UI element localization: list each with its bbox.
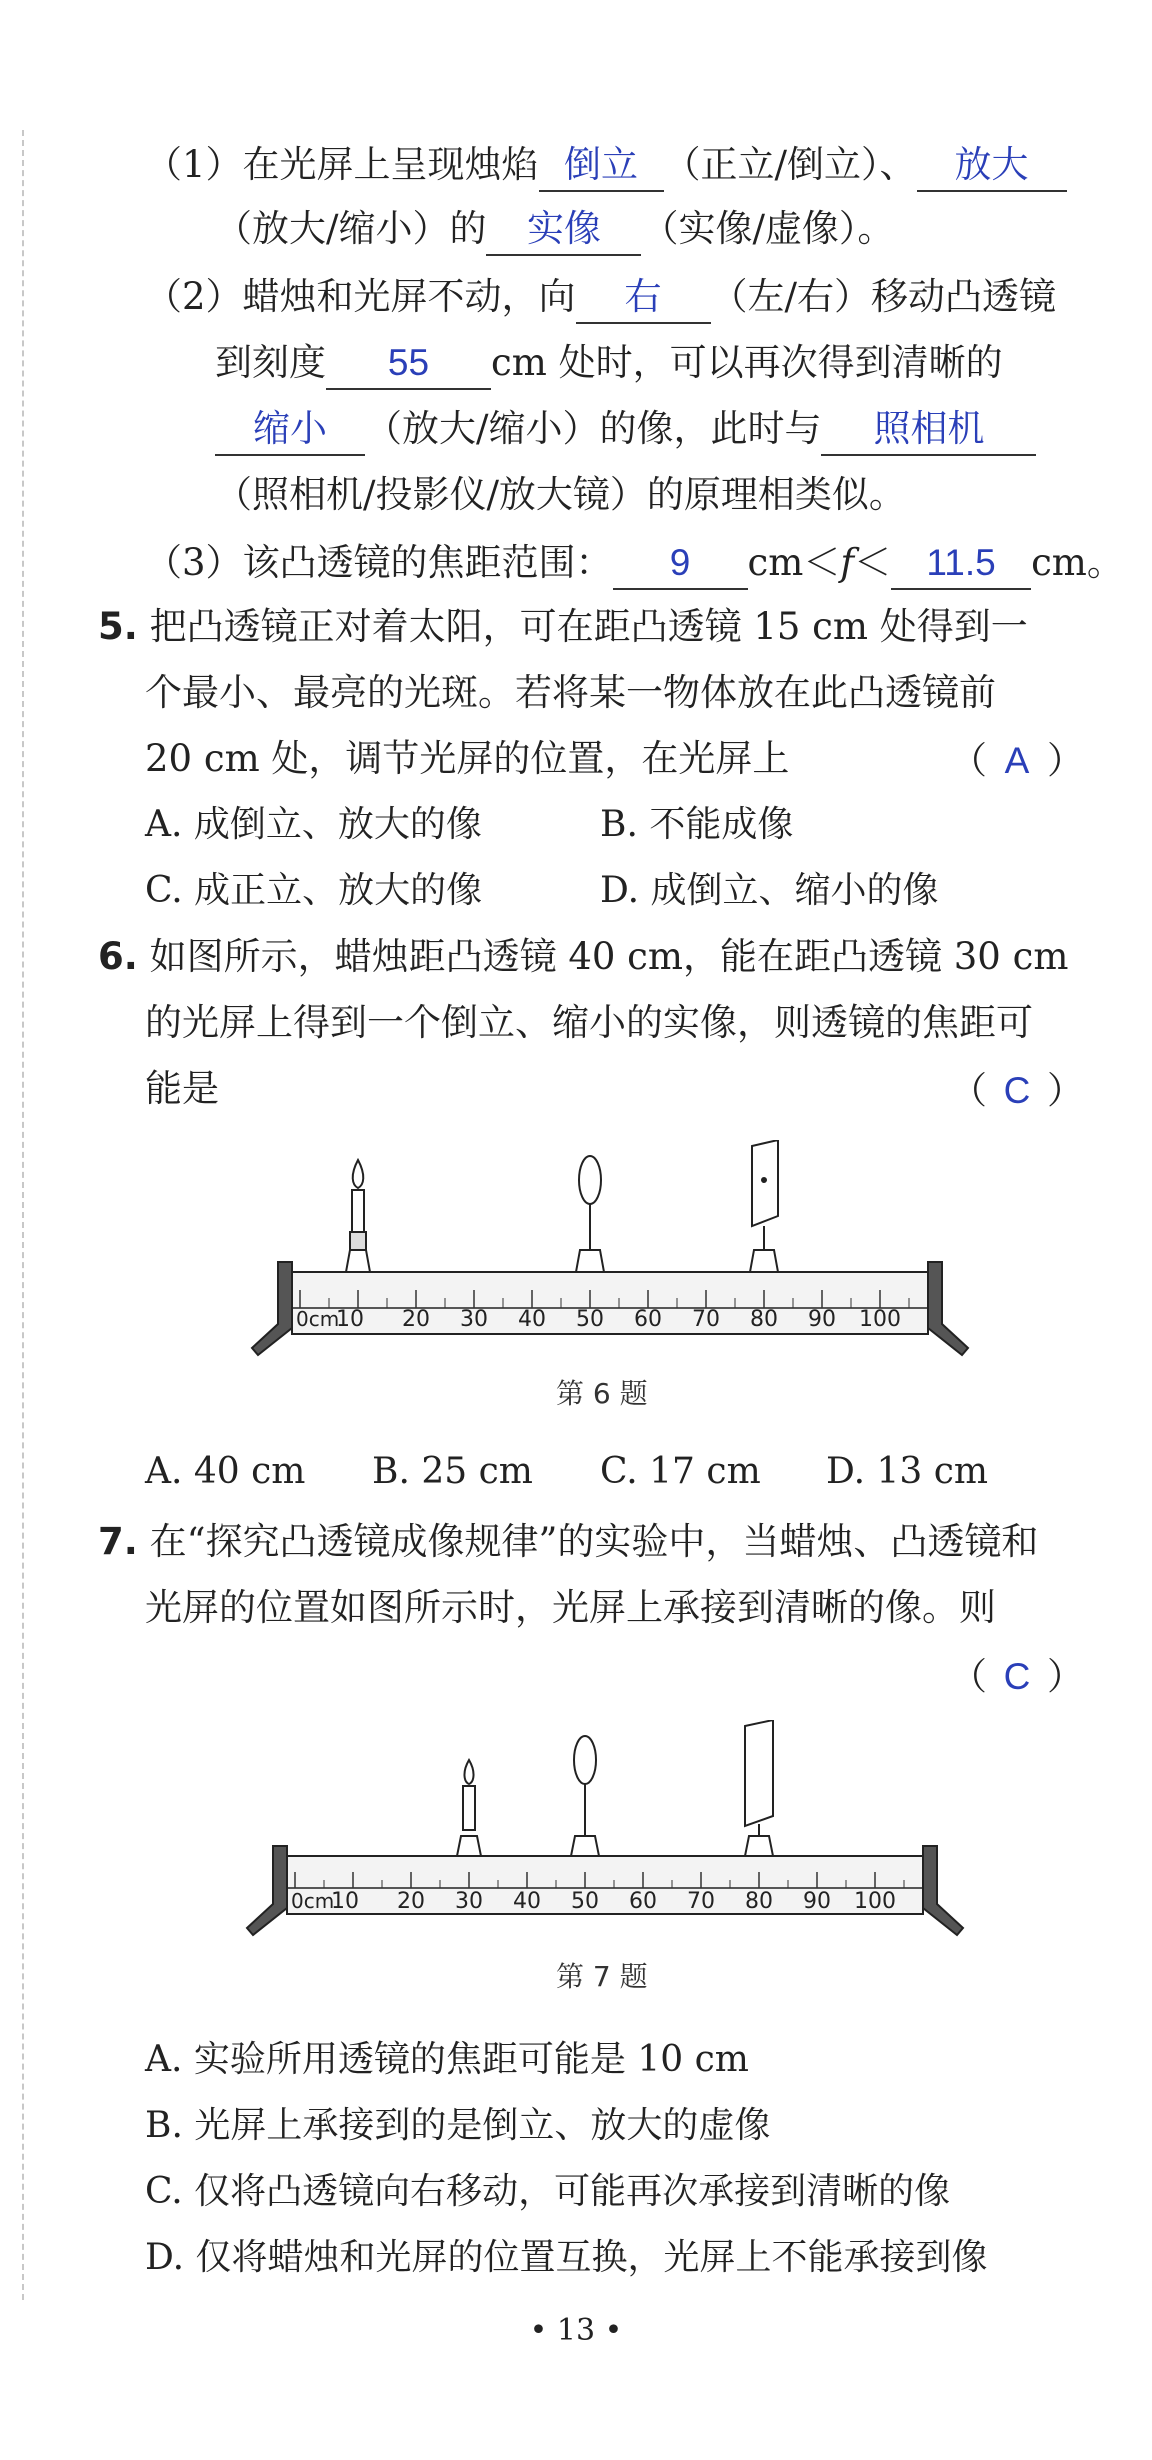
q4-part1-line2: [215, 204, 894, 256]
q7-option-a: A. 实验所用透镜的焦距可能是 10 cm: [145, 2039, 749, 2080]
tick-label-10: 10: [331, 1889, 359, 1914]
q6-number: 6.: [98, 935, 138, 978]
q5-number: 5.: [98, 605, 138, 648]
q7-line1: [98, 1517, 1038, 1567]
q4-p1-blank-2: 放大: [917, 140, 1067, 192]
q7-text-1: 在“探究凸透镜成像规律”的实验中，当蜡烛、凸透镜和: [149, 1520, 1039, 1563]
tick-label-100: 100: [859, 1307, 901, 1332]
tick-label-50: 50: [571, 1889, 599, 1914]
q6-line1: [98, 932, 1068, 982]
tick-label-20: 20: [397, 1889, 425, 1914]
tick-label-70: 70: [692, 1307, 720, 1332]
q4-p2-blank-1: 右: [576, 272, 711, 324]
q6-option-b: B. 25 cm: [372, 1451, 533, 1492]
q6-text-3: 能是: [145, 1067, 219, 1110]
q5-option-d: D. 成倒立、缩小的像: [600, 870, 939, 911]
q7-option-d: D. 仅将蜡烛和光屏的位置互换，光屏上不能承接到像: [145, 2237, 988, 2278]
q6-figure-caption: 第 6 题: [556, 1377, 648, 1410]
q4-p2-text-d: cm 处时，可以再次得到清晰的: [491, 341, 1003, 384]
q7-option-c: C. 仅将凸透镜向右移动，可能再次承接到清晰的像: [145, 2171, 951, 2212]
q5-text-2: 个最小、最亮的光斑。若将某一物体放在此凸透镜前: [145, 671, 996, 714]
page-number: • 13 •: [529, 2313, 623, 2348]
q6-option-c: C. 17 cm: [600, 1451, 761, 1492]
q4-part2-line3: [215, 404, 1036, 456]
q7-optical-bench-figure: [245, 1720, 965, 1950]
q5-option-c: C. 成正立、放大的像: [145, 870, 483, 911]
q4-p3-text-b: cm＜: [747, 541, 841, 584]
q4-p3-blank-2: 11.5: [891, 538, 1031, 590]
q6-answer: C: [1003, 1070, 1031, 1111]
bench-unit-label: 0cm: [291, 1889, 335, 1913]
q4-part1-line1: [145, 140, 1067, 192]
tick-label-70: 70: [687, 1889, 715, 1914]
q4-p1-text-d: （实像/虚像）。: [641, 207, 895, 250]
tick-label-60: 60: [629, 1889, 657, 1914]
q6-option-d: D. 13 cm: [826, 1451, 989, 1492]
q7-option-b: B. 光屏上承接到的是倒立、放大的虚像: [145, 2105, 771, 2146]
tick-label-30: 30: [455, 1889, 483, 1914]
q4-part2-line4: [215, 470, 906, 520]
tick-label-40: 40: [518, 1307, 546, 1332]
candle: [457, 1760, 481, 1856]
q4-p2-text-c: 到刻度: [215, 341, 326, 384]
tick-label-90: 90: [808, 1307, 836, 1332]
q5-option-b: B. 不能成像: [600, 804, 794, 845]
q7-answer: C: [1003, 1656, 1031, 1697]
q4-p1-text-b: （正立/倒立）、: [663, 143, 917, 186]
q5-option-a: A. 成倒立、放大的像: [145, 804, 482, 845]
q4-p2-blank-4: 照相机: [821, 404, 1036, 456]
tick-label-10: 10: [336, 1307, 364, 1332]
q4-p3-f-symbol: f: [840, 541, 855, 584]
tick-label-30: 30: [460, 1307, 488, 1332]
binding-margin: [22, 130, 24, 2300]
q5-answer-bracket: （ A ）: [950, 736, 1084, 786]
q4-p2-text-f: （照相机/投影仪/放大镜）的原理相类似。: [215, 473, 906, 516]
q4-p2-text-a: （2）蜡烛和光屏不动，向: [145, 275, 576, 318]
q4-p2-text-b: （左/右）移动凸透镜: [710, 275, 1057, 318]
q6-text-1: 如图所示，蜡烛距凸透镜 40 cm，能在距凸透镜 30 cm: [149, 935, 1069, 978]
bench-right-stand: [923, 1846, 963, 1935]
q6-answer-bracket: （ C ）: [950, 1066, 1084, 1116]
q6-optical-bench-figure: [250, 1140, 970, 1370]
convex-lens: [571, 1736, 599, 1856]
q4-part2-line1: [145, 272, 1056, 324]
q4-p2-blank-2: 55: [326, 338, 491, 390]
tick-label-100: 100: [854, 1889, 896, 1914]
tick-label-50: 50: [576, 1307, 604, 1332]
bench-right-stand: [928, 1262, 968, 1355]
q6-option-a: A. 40 cm: [145, 1451, 306, 1492]
q4-p3-text-d: cm。: [1031, 541, 1124, 584]
q7-number: 7.: [98, 1520, 138, 1563]
q7-text-2: 光屏的位置如图所示时，光屏上承接到清晰的像。则: [145, 1586, 996, 1629]
tick-label-60: 60: [634, 1307, 662, 1332]
q7-answer-bracket: （ C ）: [950, 1652, 1084, 1702]
tick-label-80: 80: [745, 1889, 773, 1914]
q4-p3-text-c: ＜: [854, 541, 892, 584]
q4-p3-text-a: （3）该凸透镜的焦距范围：: [145, 541, 613, 584]
q5-line1: [98, 602, 1028, 652]
q4-p1-blank-3: 实像: [486, 204, 641, 256]
q5-text-1: 把凸透镜正对着太阳，可在距凸透镜 15 cm 处得到一: [149, 605, 1028, 648]
q4-p2-text-e: （放大/缩小）的像，此时与: [365, 407, 822, 450]
light-screen: [745, 1720, 773, 1856]
q5-answer: A: [1004, 740, 1030, 781]
q6-text-2: 的光屏上得到一个倒立、缩小的实像，则透镜的焦距可: [145, 1001, 1033, 1044]
tick-label-40: 40: [513, 1889, 541, 1914]
candle: [346, 1160, 370, 1272]
bench-left-stand: [247, 1846, 287, 1935]
bench-unit-label: 0cm: [296, 1307, 340, 1331]
q4-p1-text-a: （1）在光屏上呈现烛焰: [145, 143, 539, 186]
q4-part3-line: [145, 538, 1124, 590]
q4-p1-text-c: （放大/缩小）的: [215, 207, 487, 250]
q4-p2-blank-3: 缩小: [215, 404, 365, 456]
q4-p3-blank-1: 9: [613, 538, 748, 590]
tick-label-90: 90: [803, 1889, 831, 1914]
bench-left-stand: [252, 1262, 292, 1355]
convex-lens: [576, 1156, 604, 1272]
q4-part2-line2: [215, 338, 1003, 390]
q7-figure-caption: 第 7 题: [556, 1960, 648, 1993]
tick-label-80: 80: [750, 1307, 778, 1332]
tick-label-20: 20: [402, 1307, 430, 1332]
light-screen: [750, 1140, 778, 1272]
q4-p1-blank-1: 倒立: [539, 140, 664, 192]
q5-text-3: 20 cm 处，调节光屏的位置，在光屏上: [145, 737, 790, 780]
